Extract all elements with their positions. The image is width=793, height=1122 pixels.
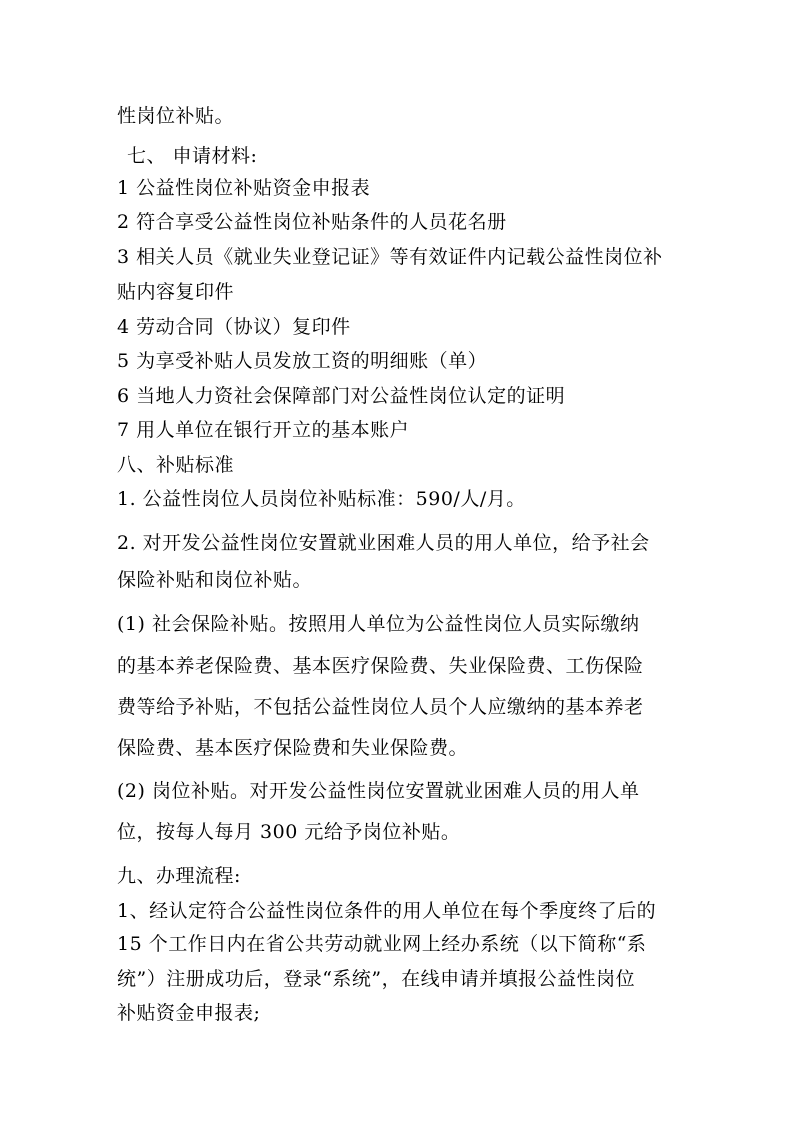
section-heading-8: 八、补贴标准 <box>117 454 235 476</box>
text-line: (1) 社会保险补贴。按照用人单位为公益性岗位人员实际缴纳 <box>117 613 640 635</box>
list-item: 1 公益性岗位补贴资金申报表 <box>117 177 371 199</box>
text-line: 2. 对开发公益性岗位安置就业困难人员的用人单位，给予社会 <box>117 532 650 554</box>
text-line: 1、经认定符合公益性岗位条件的用人单位在每个季度终了后的 <box>117 900 657 922</box>
list-item: 3 相关人员《就业失业登记证》等有效证件内记载公益性岗位补 <box>117 246 663 268</box>
text-line: 位，按每人每月 300 元给予岗位补贴。 <box>117 821 461 843</box>
text-line: 1. 公益性岗位人员岗位补贴标准：590/人/月。 <box>117 488 526 510</box>
list-item: 5 为享受补贴人员发放工资的明细账（单） <box>117 350 488 372</box>
list-item: 6 当地人力资社会保障部门对公益性岗位认定的证明 <box>117 385 566 407</box>
text-line: 统”）注册成功后，登录“系统”，在线申请并填报公益性岗位 <box>117 968 636 990</box>
text-line: 15 个工作日内在省公共劳动就业网上经办系统（以下简称“系 <box>117 933 647 955</box>
list-item: 7 用人单位在银行开立的基本账户 <box>117 419 410 441</box>
section-heading-9: 九、办理流程: <box>117 865 241 887</box>
section-heading-7: 七、 申请材料: <box>127 145 258 167</box>
list-item: 4 劳动合同（协议）复印件 <box>117 316 351 338</box>
text-line: 保险补贴和岗位补贴。 <box>117 569 313 591</box>
list-item: 2 符合享受公益性岗位补贴条件的人员花名册 <box>117 211 507 233</box>
text-line: (2) 岗位补贴。对开发公益性岗位安置就业困难人员的用人单 <box>117 780 640 802</box>
text-line: 保险费、基本医疗保险费和失业保险费。 <box>117 737 469 759</box>
text-line: 补贴资金申报表; <box>117 1002 261 1024</box>
text-line: 性岗位补贴。 <box>117 105 235 127</box>
text-line: 费等给予补贴，不包括公益性岗位人员个人应缴纳的基本养老 <box>117 696 644 718</box>
text-line: 的基本养老保险费、基本医疗保险费、失业保险费、工伤保险 <box>117 655 644 677</box>
list-item-continuation: 贴内容复印件 <box>117 281 235 303</box>
